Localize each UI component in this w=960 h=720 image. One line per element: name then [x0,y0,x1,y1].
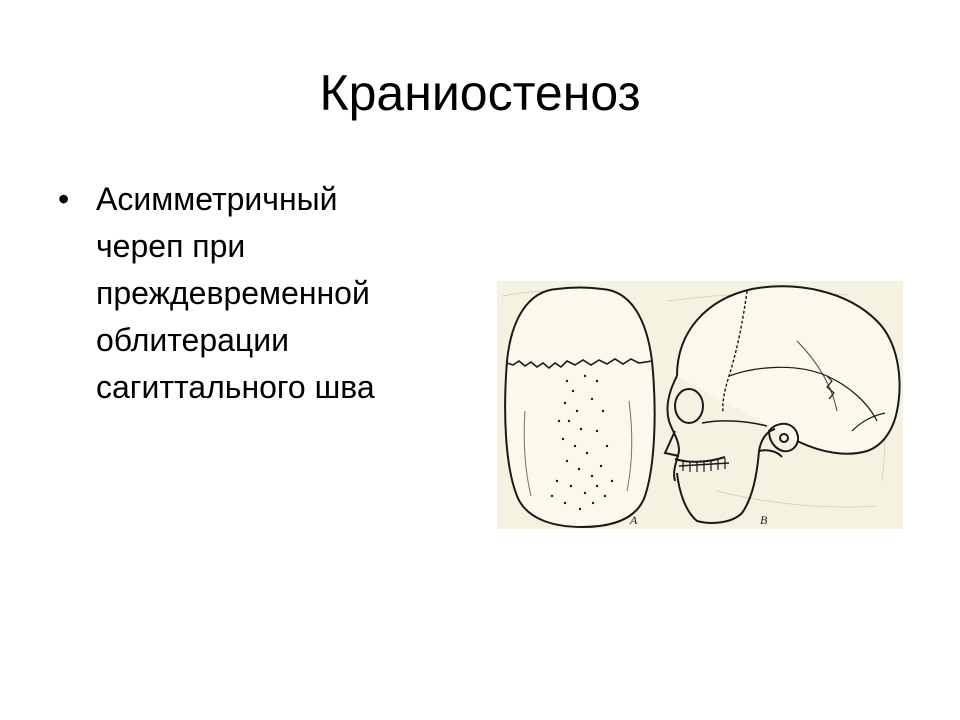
figure-label-a: A [630,513,638,527]
skull-side-view [665,286,900,523]
bullet-marker: • [58,181,70,217]
bullet-text: Асимметричный череп при преждевременной облитерации сагиттального шва [96,181,375,405]
figure-label-b: B [760,513,768,527]
skull-illustration [497,281,903,529]
skull-top-view [505,288,655,528]
slide-title: Краниостеноз [319,65,641,121]
bullet-item [58,176,458,411]
bullet-list [58,176,458,411]
